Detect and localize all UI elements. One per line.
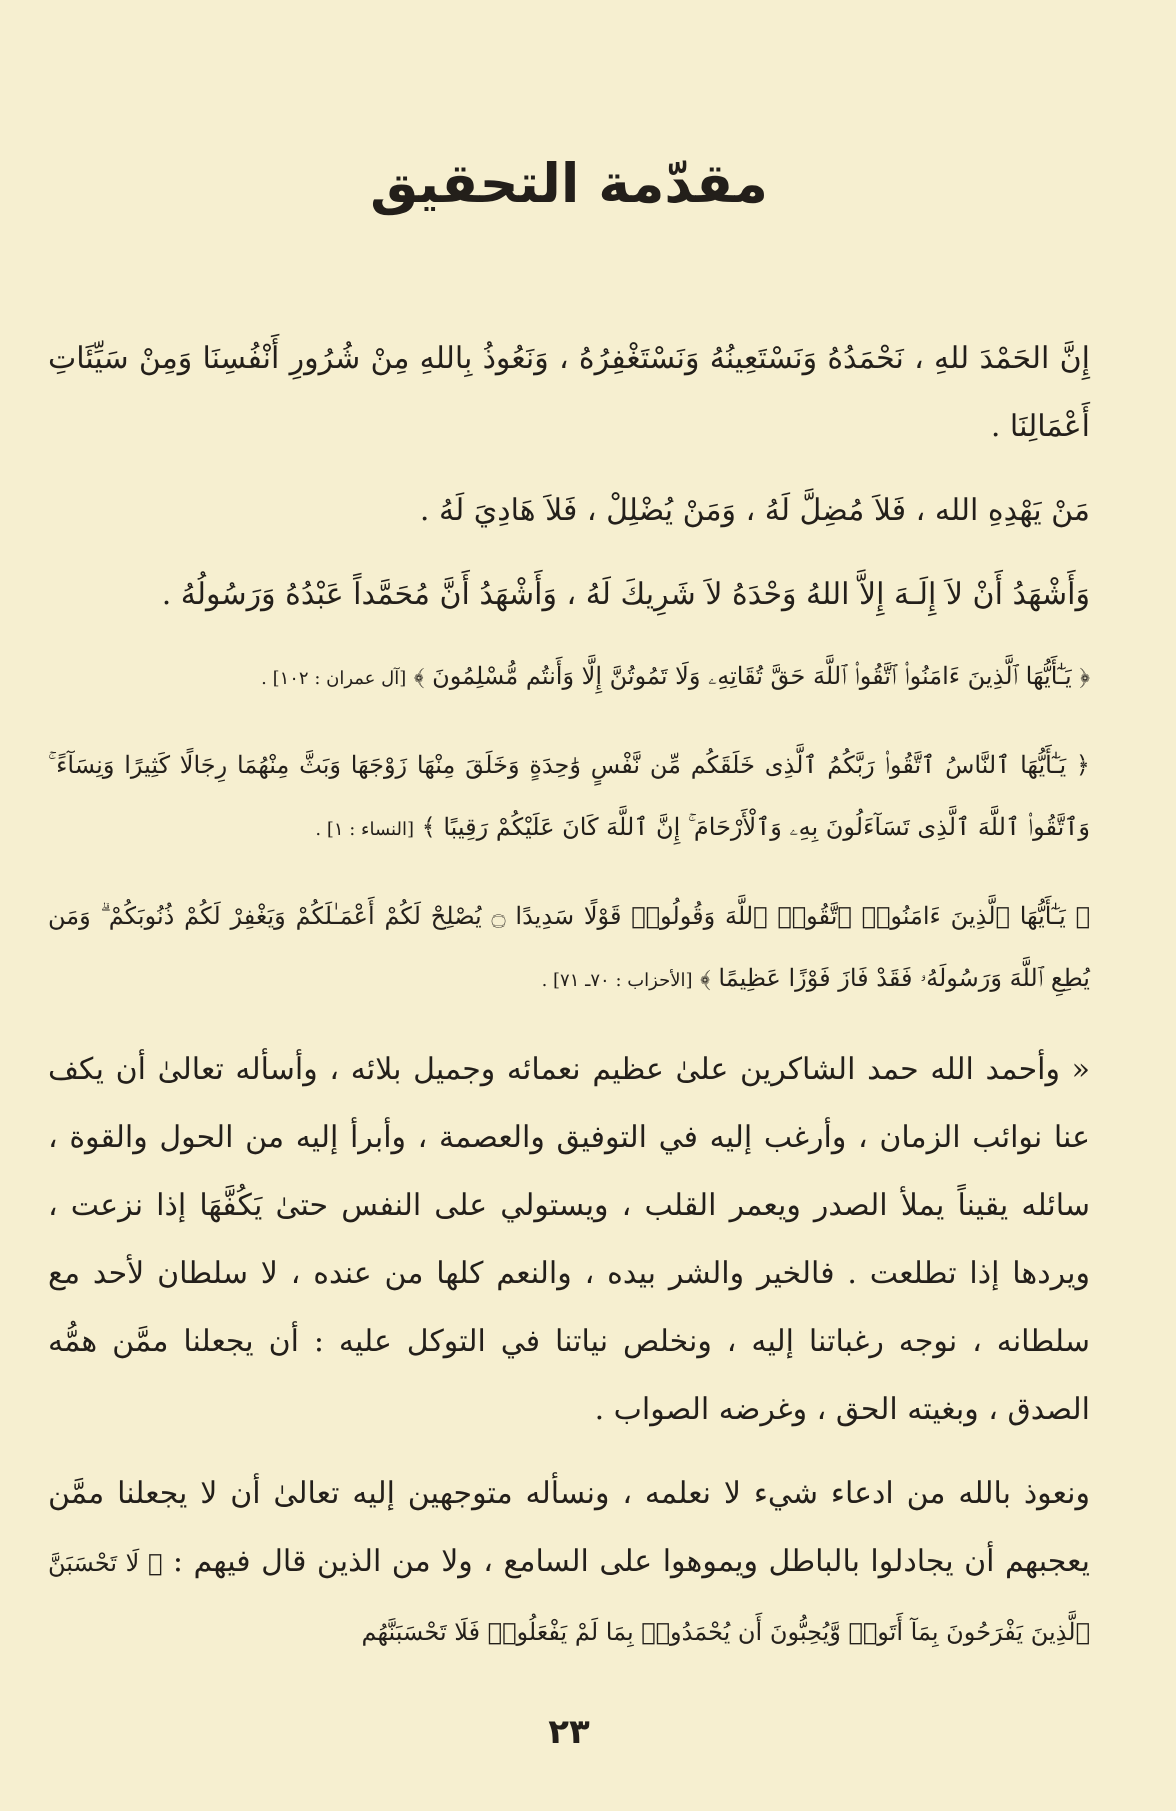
verse-reference: [آل عمران : ١٠٢] . <box>261 667 407 689</box>
quran-verse-al-imran-188: ﴿ لَا تَحْسَبَنَّ ٱلَّذِينَ يَفْرَحُونَ بِمَآ أَتَوا۟ وَّيُحِبُّونَ أَن يُحْمَدُوا۟ بِمَا لَمْ يَفْعَلُوا۟ فَلَا تَحْسَبَنَّهُم <box>48 1548 1090 1646</box>
verse-reference: [النساء : ١] . <box>315 818 414 840</box>
quran-verse-al-ahzab <box>48 885 1090 1012</box>
verse-text: ﴿ يَـٰٓأَيُّهَا ٱلنَّاسُ ٱتَّقُوا۟ رَبَّكُمُ ٱلَّذِى خَلَقَكُم مِّن نَّفْسٍ وَٰحِدَةٍ وَخَلَقَ مِنْهَا زَوْجَهَا وَبَثَّ مِنْهُمَا رِجَالًا كَثِيرًا وَنِسَآءً ۚ وَٱتَّقُوا۟ ٱللَّهَ ٱلَّذِى تَسَآءَلُونَ بِهِۦ وَٱلْأَرْحَامَ ۚ إِنَّ ٱللَّهَ كَانَ عَلَيْكُمْ رَقِيبًا ﴾ <box>48 750 1090 841</box>
verse-reference: [الأحزاب : ٧٠ـ ٧١] . <box>541 969 693 991</box>
paragraph-hamd: « وأحمد الله حمد الشاكرين علىٰ عظيم نعمائه وجميل بلائه ، وأسأله تعالىٰ أن يكف عنا نوائب الزمان ، وأرغب إليه في التوفيق والعصمة ، وأبرأ إليه من الحول والقوة ، سائله يقيناً يملأ الصدر ويعمر القلب ، ويستولي على النفس حتىٰ يَكُفَّهَا إذا نزعت ، ويردها إذا تطلعت . فالخير والشر بيده ، والنعم كلها من عنده ، لا سلطان لأحد مع سلطانه ، نوجه رغباتنا إليه ، ونخلص نياتنا في التوكل عليه : أن يجعلنا ممَّن همُّه الصدق ، وبغيته الحق ، وغرضه الصواب . <box>48 1051 1090 1427</box>
paragraph-opening-praise: إِنَّ الحَمْدَ للهِ ، نَحْمَدُهُ وَنَسْتَعِينُهُ وَنَسْتَغْفِرُهُ ، وَنَعُوذُ بِاللهِ مِنْ شُرُورِ أَنْفُسِنَا وَمِنْ سَيِّئَاتِ أَعْمَالِنَا . <box>48 340 1091 444</box>
verse-text: ﴿ يَـٰٓأَيُّهَا ٱلَّذِينَ ءَامَنُوا۟ ٱتَّقُوا۟ ٱللَّهَ وَقُولُوا۟ قَوْلًا سَدِيدًا ۝ يُصْلِحْ لَكُمْ أَعْمَـٰلَكُمْ وَيَغْفِرْ لَكُمْ ذُنُوبَكُمْ ۗ وَمَن يُطِعِ ٱللَّهَ وَرَسُولَهُۥ فَقَدْ فَازَ فَوْزًا عَظِيمًا ﴾ <box>48 901 1091 992</box>
verse-text: ﴿ يَـٰٓأَيُّهَا ٱلَّذِينَ ءَامَنُوا۟ ٱتَّقُوا۟ ٱللَّهَ حَقَّ تُقَاتِهِۦ وَلَا تَمُوتُنَّ إِلَّا وَأَنتُم مُّسْلِمُونَ ﴾ <box>413 661 1090 690</box>
book-page <box>48 40 1090 1780</box>
paragraph-refuge <box>48 1460 1090 1666</box>
paragraph-guidance: مَنْ يَهْدِهِ الله ، فَلاَ مُضِلَّ لَهُ ، وَمَنْ يُضْلِلْ ، فَلاَ هَادِيَ لَهُ . <box>419 492 1090 528</box>
page-number: ٢٣ <box>548 1712 590 1752</box>
page-title: مقدّمة التحقيق <box>370 152 768 215</box>
quran-verse-an-nisa <box>48 734 1090 861</box>
paragraph-refuge-text: ونعوذ بالله من ادعاء شيء لا نعلمه ، ونسأله متوجهين إليه تعالىٰ أن لا يجعلنا ممَّن يعجبهم أن يجادلوا بالباطل ويموهوا على السامع ، ولا من الذين قال فيهم : <box>48 1475 1090 1579</box>
paragraph-testimony: وَأَشْهَدُ أَنْ لاَ إِلَـهَ إِلاَّ اللهُ وَحْدَهُ لاَ شَرِيكَ لَهُ ، وَأَشْهَدُ أَنَّ مُحَمَّداً عَبْدُهُ وَرَسُولُهُ . <box>161 576 1090 612</box>
quran-verse-al-imran <box>48 645 1090 710</box>
